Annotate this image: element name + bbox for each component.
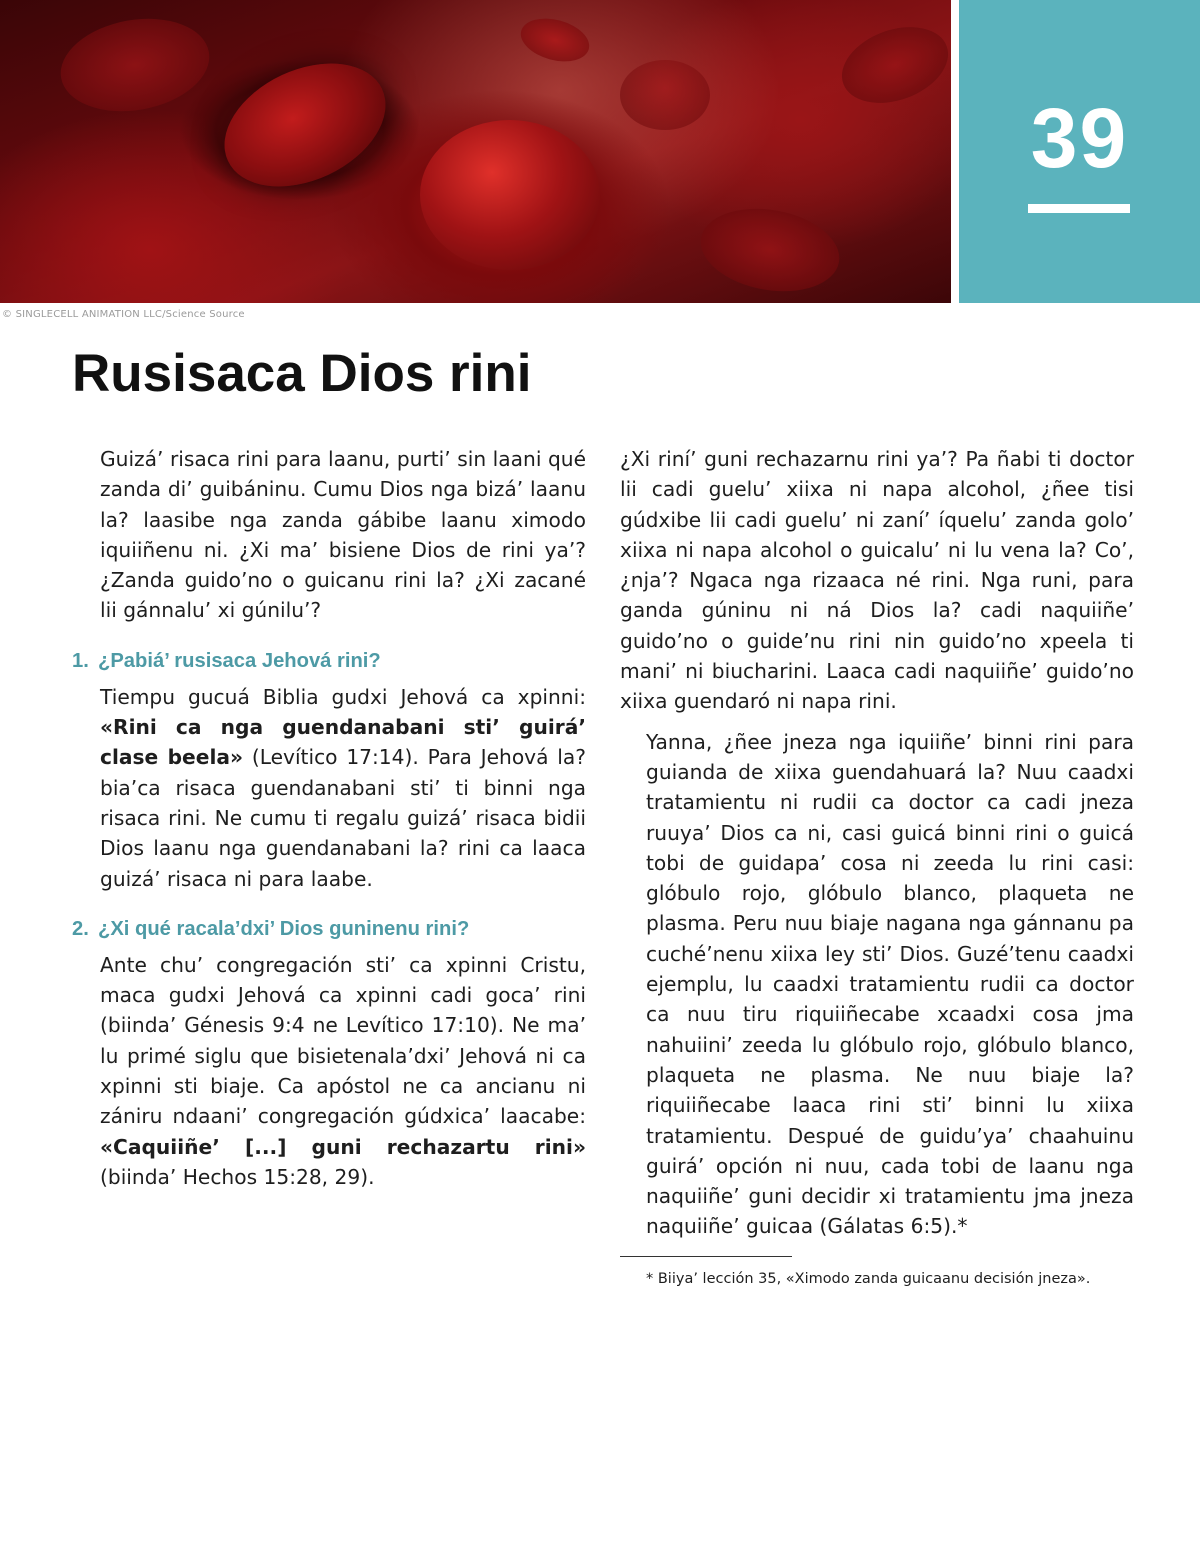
blood-cell-shape xyxy=(420,120,600,270)
section-2-paragraph-1 xyxy=(72,950,586,1192)
section-heading-2 xyxy=(72,914,586,944)
footnote-divider xyxy=(620,1256,792,1257)
blood-cell-shape xyxy=(516,12,594,69)
scripture-quote: «Caquiiñe’ [...] guni rechazartu rini» xyxy=(100,1134,586,1159)
intro-paragraph: Guizá’ risaca rini para laanu, purti’ sin laani qué zanda di’ guibáninu. Cumu Dios nga bizá’ laanu la? laasibe nga zanda gábibe laanu ximodo iquiiñenu ni. ¿Xi ma’ bisiene Dios de rini ya’? ¿Zanda guido’no o guicanu rini la? ¿Xi zacané lii gánnalu’ xi gúnilu’? xyxy=(100,447,586,623)
text-run: (Levítico 17:14). Para Jehová la? bia’ca risaca guendanabani sti’ ti binni nga risaca rini. Ne cumu ti regalu guizá’ risaca bidii Dios laanu nga guendanabani la? rini ca laaca guizá’ risaca ni para laabe. xyxy=(100,745,586,891)
text-run: Ante chu’ congregación sti’ ca xpinni Cristu, maca gudxi Jehová ca xpinni cadi goca’ rini (biinda’ Génesis 9:4 ne Levítico 17:10). Ne ma’ lu primé siglu que bisietenala’dxi’ Jehová ni ca xpinni sti biaje. Ca apóstol ne ca ancianu ni zániru ndaani’ congregación gúdxica’ laacabe: xyxy=(100,952,586,1129)
lesson-number-panel xyxy=(959,0,1200,303)
section-number: 2. xyxy=(72,917,89,940)
section-heading-text: ¿Pabiá’ rusisaca Jehová rini? xyxy=(98,649,381,672)
footnote: * Biiya’ lección 35, «Ximodo zanda guicaanu decisión jneza». xyxy=(646,1270,1091,1287)
page-title: Rusisaca Dios rini xyxy=(72,344,532,403)
section-heading-text: ¿Xi qué racala’dxi’ Dios guninenu rini? xyxy=(98,917,470,940)
scripture-quote: «Rini ca nga guendanabani sti’ guirá’ clase beela» xyxy=(100,715,586,770)
section-heading-1 xyxy=(72,646,586,676)
section-1-paragraph xyxy=(72,682,586,894)
text-run: (biinda’ Hechos 15:28, 29). xyxy=(100,1164,375,1189)
lesson-number: 39 xyxy=(1030,91,1129,185)
blood-cell-shape xyxy=(205,39,406,211)
blood-cell-shape xyxy=(620,60,710,130)
right-column xyxy=(620,444,1134,1299)
lesson-number-underline xyxy=(1028,204,1130,213)
text-run: Tiempu gucuá Biblia gudxi Jehová ca xpinni: xyxy=(100,684,586,709)
blood-cell-shape xyxy=(53,8,216,123)
section-2-paragraph-2-continued: ¿Xi riní’ guni rechazarnu rini ya’? Pa ñabi ti doctor lii cadi guelu’ xiixa ni napa alcohol, ¿ñee tisi gúdxibe lii cadi guelu’ ni zaní’ íquelu’ zanda golo’ xiixa ni napa alcohol o guicalu’ ni lu vena la? Co’, ¿nja’? Ngaca nga rizaaca né rini. Nga runi, para ganda gúninu ni ná Dios la? cadi naquiiñe’ guido’no o guide’nu rini nin guido’no xpeela ti mani’ ni biucharini. Laaca cadi naquiiñe’ guido’no xiixa guendaró ni napa rini. xyxy=(620,447,1134,714)
section-2-paragraph-3: Yanna, ¿ñee jneza nga iquiiñe’ binni rini para guianda de xiixa guendahuará la? Nuu caadxi tratamientu ni rudii ca doctor ca cadi jneza ruuya’ Dios ca ni, casi guicá binni rini o guicá tobi de guidapa’ cosa ni zeeda lu rini casi: glóbulo rojo, glóbulo blanco, plaqueta ne plasma. Peru nuu biaje nagana nga gánnanu pa cuché’nenu xiixa ley sti’ Dios. Guzé’tenu caadxi ejemplu, lu caadxi tratamientu rudii ca doctor ca nuu tiru riquiiñecabe xcaadxi cosa jma nahuiini’ zeeda lu glóbulo rojo, glóbulo blanco, plaqueta ne plasma. Ne nuu biaje la? riquiiñecabe laaca rini sti’ binni lu xiixa tratamientu. Despué de guidu’ya’ chaahuinu guirá’ opción ni nuu, cada tobi de laanu nga naquiiñe’ guni decidir xi tratamientu jma jneza naquiiñe’ guicaa (Gálatas 6:5).* xyxy=(646,729,1134,1239)
section-number: 1. xyxy=(72,649,89,672)
hero-image-blood-cells xyxy=(0,0,951,303)
blood-cell-shape xyxy=(831,13,951,116)
left-column xyxy=(72,444,586,1202)
image-credit: © SINGLECELL ANIMATION LLC/Science Source xyxy=(2,309,245,320)
blood-cell-shape xyxy=(694,198,846,301)
